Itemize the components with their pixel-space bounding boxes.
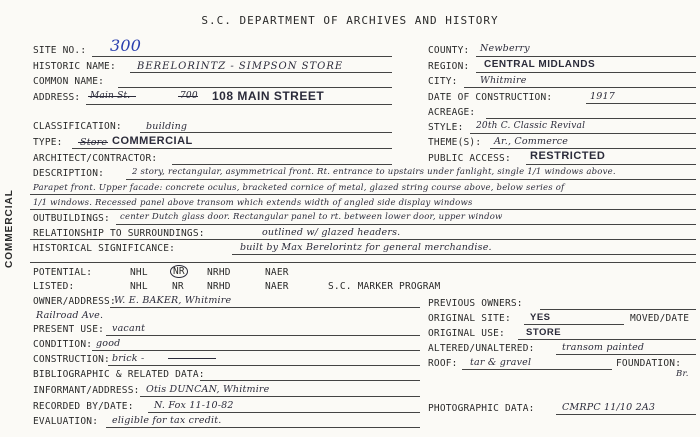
evaluation-label: EVALUATION: bbox=[33, 416, 99, 427]
listed-label: LISTED: bbox=[33, 281, 75, 292]
informant-label: INFORMANT/ADDRESS: bbox=[33, 385, 140, 396]
address-struck2-value: 700 bbox=[180, 91, 198, 101]
side-label: COMMERCIAL bbox=[4, 189, 15, 268]
county-line bbox=[476, 56, 696, 57]
recorded-by-label: RECORDED BY/DATE: bbox=[33, 401, 134, 412]
address-line bbox=[86, 104, 392, 105]
architect-label: ARCHITECT/CONTRACTOR: bbox=[33, 153, 158, 164]
marker-program-label: S.C. MARKER PROGRAM bbox=[328, 281, 441, 292]
description-line-3-rule bbox=[30, 209, 696, 210]
owner-value-2: Railroad Ave. bbox=[36, 310, 104, 321]
owner-value: W. E. BAKER, Whitmire bbox=[114, 295, 232, 306]
present-use-line bbox=[106, 335, 420, 336]
type-label: TYPE: bbox=[33, 137, 63, 148]
description-line-2: Parapet front. Upper facade: concrete oculus, bracketed cornice of metal, glazed string course above, below series of bbox=[33, 183, 565, 193]
original-use-line bbox=[518, 339, 696, 340]
listed-nr: NR bbox=[172, 281, 184, 292]
evaluation-value: eligible for tax credit. bbox=[112, 415, 222, 426]
date-construction-line bbox=[586, 103, 696, 104]
roof-line bbox=[462, 369, 612, 370]
region-value: CENTRAL MIDLANDS bbox=[484, 59, 596, 70]
historical-significance-line bbox=[232, 254, 696, 255]
address-struck-value: Main St. bbox=[90, 91, 131, 101]
section-divider bbox=[30, 262, 696, 263]
listed-nrhd: NRHD bbox=[207, 281, 231, 292]
listed-nhl: NHL bbox=[130, 281, 148, 292]
region-label: REGION: bbox=[428, 61, 470, 72]
style-label: STYLE: bbox=[428, 122, 464, 133]
relationship-label: RELATIONSHIP TO SURROUNDINGS: bbox=[33, 228, 205, 239]
region-line bbox=[476, 72, 696, 73]
altered-label: ALTERED/UNALTERED: bbox=[428, 343, 535, 354]
evaluation-line bbox=[106, 427, 420, 428]
roof-label: ROOF: bbox=[428, 358, 458, 369]
header-title: S.C. DEPARTMENT OF ARCHIVES AND HISTORY bbox=[201, 14, 499, 27]
informant-value: Otis DUNCAN, Whitmire bbox=[146, 384, 270, 395]
description-label: DESCRIPTION: bbox=[33, 168, 105, 179]
acreage-label: ACREAGE: bbox=[428, 107, 476, 118]
bibliographic-line bbox=[200, 380, 420, 381]
site-no-value: 300 bbox=[110, 36, 142, 55]
classification-line bbox=[140, 132, 392, 133]
foundation-value: Br. bbox=[676, 369, 689, 379]
condition-value: good bbox=[96, 338, 121, 349]
altered-value: transom painted bbox=[562, 342, 645, 353]
site-no-line bbox=[92, 56, 392, 57]
themes-value: Ar., Commerce bbox=[494, 136, 569, 147]
photographic-data-label: PHOTOGRAPHIC DATA: bbox=[428, 403, 535, 414]
classification-value: building bbox=[146, 121, 188, 132]
county-value: Newberry bbox=[480, 43, 530, 54]
relationship-line bbox=[30, 239, 696, 240]
listed-naer: NAER bbox=[265, 281, 289, 292]
type-strike bbox=[78, 142, 108, 143]
classification-label: CLASSIFICATION: bbox=[33, 121, 122, 132]
moved-date-label: MOVED/DATE bbox=[630, 313, 690, 324]
public-access-line bbox=[526, 164, 696, 165]
owner-line bbox=[110, 307, 420, 308]
description-line-2-rule bbox=[30, 194, 696, 195]
original-use-value: STORE bbox=[526, 327, 562, 338]
type-struck-value: Store bbox=[80, 137, 108, 148]
city-value: Whitmire bbox=[480, 75, 527, 86]
date-construction-value: 1917 bbox=[590, 91, 615, 102]
previous-owners-label: PREVIOUS OWNERS: bbox=[428, 298, 523, 309]
construction-label: CONSTRUCTION: bbox=[33, 354, 110, 365]
potential-nhl: NHL bbox=[130, 267, 148, 278]
public-access-value: RESTRICTED bbox=[530, 150, 606, 162]
historic-name-value: BERELORINTZ - SIMPSON STORE bbox=[137, 61, 344, 72]
potential-nrhd: NRHD bbox=[207, 267, 231, 278]
construction-strike bbox=[168, 358, 216, 359]
outbuildings-line bbox=[116, 224, 696, 225]
historical-significance-label: HISTORICAL SIGNIFICANCE: bbox=[33, 243, 176, 254]
condition-line bbox=[92, 350, 420, 351]
original-site-line bbox=[524, 324, 624, 325]
historic-name-label: HISTORIC NAME: bbox=[33, 61, 116, 72]
outbuildings-value: center Dutch glass door. Rectangular panel to rt. between lower door, upper window bbox=[120, 212, 503, 222]
common-name-line bbox=[118, 87, 392, 88]
construction-line bbox=[108, 365, 420, 366]
original-site-label: ORIGINAL SITE: bbox=[428, 313, 511, 324]
altered-line bbox=[556, 354, 696, 355]
historic-name-line bbox=[130, 72, 392, 73]
potential-nr-circled bbox=[170, 265, 188, 278]
potential-naer: NAER bbox=[265, 267, 289, 278]
original-use-label: ORIGINAL USE: bbox=[428, 328, 505, 339]
original-site-value: YES bbox=[530, 312, 551, 323]
bibliographic-label: BIBLIOGRAPHIC & RELATED DATA: bbox=[33, 369, 205, 380]
description-line-1-rule bbox=[126, 179, 696, 180]
roof-value: tar & gravel bbox=[470, 357, 532, 368]
historical-significance-value: built by Max Berelorintz for general merchandise. bbox=[240, 242, 492, 253]
relationship-value: outlined w/ glazed headers. bbox=[262, 227, 401, 238]
construction-value: brick - bbox=[112, 353, 145, 364]
foundation-label: FOUNDATION: bbox=[616, 358, 682, 369]
informant-line bbox=[140, 396, 420, 397]
potential-nr: NR bbox=[170, 265, 188, 278]
type-line bbox=[72, 148, 392, 149]
owner-address-label: OWNER/ADDRESS: bbox=[33, 296, 116, 307]
type-value: COMMERCIAL bbox=[112, 135, 193, 147]
photographic-data-value: CMRPC 11/10 2A3 bbox=[562, 402, 656, 413]
county-label: COUNTY: bbox=[428, 45, 470, 56]
themes-label: THEME(S): bbox=[428, 137, 482, 148]
date-construction-label: DATE OF CONSTRUCTION: bbox=[428, 92, 553, 103]
description-line-3: 1/1 windows. Recessed panel above transom which extends width of angled side display windows bbox=[33, 198, 473, 208]
present-use-value: vacant bbox=[112, 323, 146, 334]
city-label: CITY: bbox=[428, 76, 458, 87]
themes-line bbox=[490, 148, 696, 149]
address-strike bbox=[88, 96, 136, 97]
address-value: 108 MAIN STREET bbox=[212, 89, 325, 103]
public-access-label: PUBLIC ACCESS: bbox=[428, 153, 511, 164]
photographic-data-line bbox=[556, 414, 696, 415]
description-line-1: 2 story, rectangular, asymmetrical front. Rt. entrance to upstairs under fanlight, single 1/1 windows above. bbox=[132, 167, 616, 177]
architect-line bbox=[172, 164, 392, 165]
previous-owners-line bbox=[540, 309, 696, 310]
address-strike2 bbox=[178, 96, 198, 97]
city-line bbox=[464, 87, 696, 88]
style-line bbox=[470, 133, 696, 134]
present-use-label: PRESENT USE: bbox=[33, 324, 105, 335]
style-value: 20th C. Classic Revival bbox=[476, 121, 586, 131]
condition-label: CONDITION: bbox=[33, 339, 93, 350]
common-name-label: COMMON NAME: bbox=[33, 76, 105, 87]
potential-label: POTENTIAL: bbox=[33, 267, 93, 278]
recorded-by-line bbox=[148, 412, 420, 413]
recorded-by-value: N. Fox 11-10-82 bbox=[154, 400, 234, 411]
site-no-label: SITE NO.: bbox=[33, 45, 87, 56]
address-label: ADDRESS: bbox=[33, 92, 81, 103]
outbuildings-label: OUTBUILDINGS: bbox=[33, 213, 110, 224]
acreage-line bbox=[486, 118, 696, 119]
